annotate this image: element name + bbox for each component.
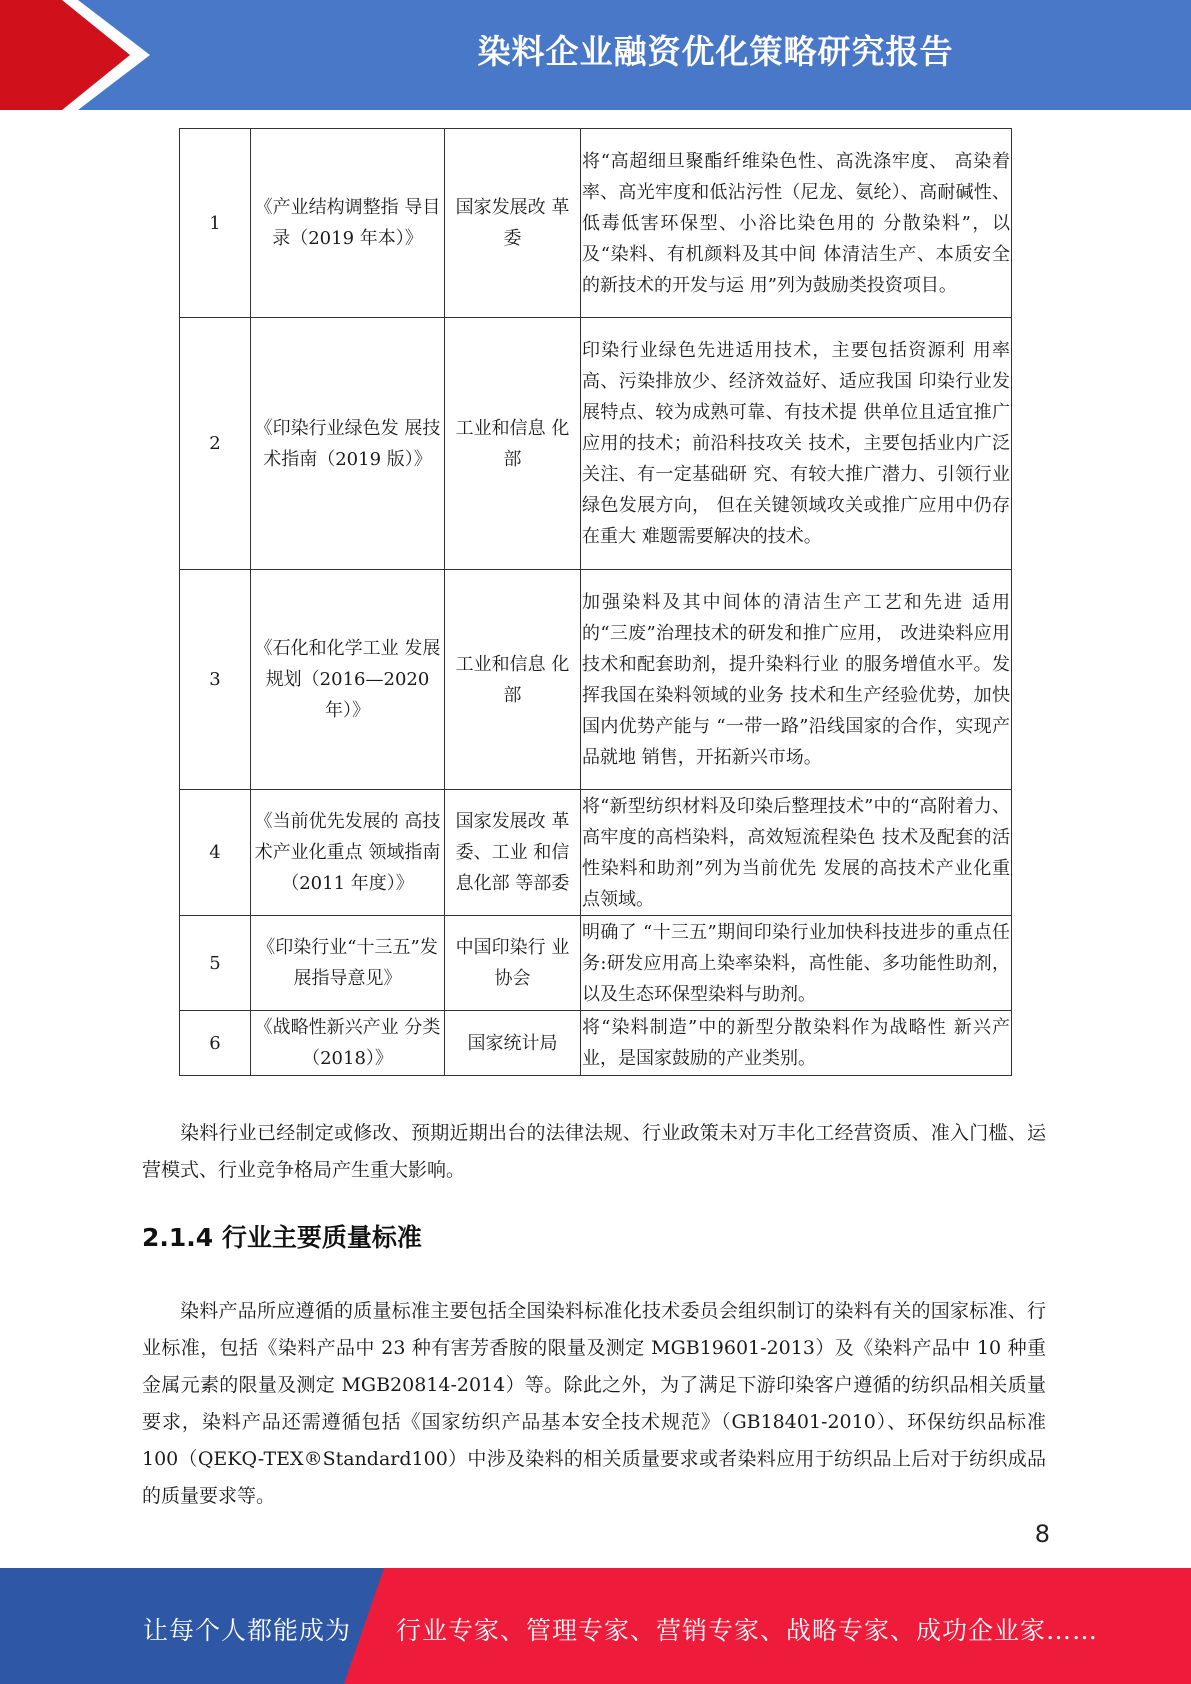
policy-name: 《当前优先发展的 高技术产业化重点 领域指南（2011 年度）》 (251, 790, 445, 916)
issuing-department: 国家发展改 革委 (445, 129, 581, 318)
row-number: 1 (180, 129, 251, 318)
row-number: 5 (180, 916, 251, 1011)
table-row (180, 318, 1012, 570)
policy-content: 印染行业绿色先进适用技术，主要包括资源利 用率高、污染排放少、经济效益好、适应我国 印染行业发展特点、较为成熟可靠、有技术提 供单位且适宜推广应用的技术；前沿科技攻关 技术，主要包括业内广泛关注、有一定基础研 究、有较大推广潜力、引领行业绿色发展方向， 但在关键领域攻关或推广应用中仍存在重大 难题需要解决的技术。 (581, 318, 1012, 570)
footer-slogan-left: 让每个人都能成为 (143, 1616, 352, 1645)
body-paragraph: 染料行业已经制定或修改、预期近期出台的法律法规、行业政策未对万丰化工经营资质、准入门槛、运营模式、行业竞争格局产生重大影响。 (142, 1122, 1046, 1181)
row-number: 3 (180, 570, 251, 790)
policy-content: 将“高超细旦聚酯纤维染色性、高洗涤牢度、 高染着率、高光牢度和低沾污性（尼龙、氨纶）、高耐碱性、低毒低害环保型、小浴比染色用的 分散染料”，以及“染料、有机颜料及其中间 体清洁生产、本质安全的新技术的开发与运 用”列为鼓励类投资项目。 (581, 129, 1012, 318)
policy-content: 将“染料制造”中的新型分散染料作为战略性 新兴产业，是国家鼓励的产业类别。 (581, 1011, 1012, 1076)
table-row (180, 129, 1012, 318)
issuing-department: 工业和信息 化部 (445, 570, 581, 790)
table-row (180, 916, 1012, 1011)
policy-content: 明确了 “十三五”期间印染行业加快科技进步的重点任务:研发应用高上染率染料，高性能、多功能性助剂，以及生态环保型染料与助剂。 (581, 916, 1012, 1011)
policy-name: 《印染行业绿色发 展技术指南（2019 版）》 (251, 318, 445, 570)
issuing-department: 中国印染行 业协会 (445, 916, 581, 1011)
policy-name: 《石化和化学工业 发展规划（2016—2020 年）》 (251, 570, 445, 790)
policy-name: 《产业结构调整指 导目录（2019 年本）》 (251, 129, 445, 318)
page-header (0, 0, 1191, 110)
row-number: 2 (180, 318, 251, 570)
row-number: 4 (180, 790, 251, 916)
issuing-department: 国家发展改 革委、工业 和信息化部 等部委 (445, 790, 581, 916)
policy-content: 将“新型纺织材料及印染后整理技术”中的“高附着力、高牢度的高档染料，高效短流程染色 技术及配套的活性染料和助剂”列为当前优先 发展的高技术产业化重点领域。 (581, 790, 1012, 916)
body-paragraph: 染料产品所应遵循的质量标准主要包括全国染料标准化技术委员会组织制订的染料有关的国家标准、行业标准，包括《染料产品中 23 种有害芳香胺的限量及测定 MGB19601-2013）及《染料产品中 10 种重金属元素的限量及测定 MGB20814-2014）等。除此之外，为了满足下游印染客户遵循的纺织品相关质量要求，染料产品还需遵循包括《国家纺织产品基本安全技术规范》（GB18401-2010）、环保纺织品标准 100（QEKQ-TEX®Standard100）中涉及染料的相关质量要求或者染料应用于纺织品上后对于纺织成品的质量要求等。 (142, 1300, 1046, 1507)
policy-name: 《印染行业“十三五”发展指导意见》 (251, 916, 445, 1011)
policy-content: 加强染料及其中间体的清洁生产工艺和先进 适用的“三废”治理技术的研发和推广应用， 改进染料应用技术和配套助剂，提升染料行业 的服务增值水平。发挥我国在染料领域的业务 技术和生产经验优势，加快国内优势产能与 “一带一路”沿线国家的合作，实现产品就地 销售，开拓新兴市场。 (581, 570, 1012, 790)
policy-table (179, 128, 1012, 1076)
report-title: 染料企业融资优化策略研究报告 (477, 32, 954, 71)
issuing-department: 工业和信息 化部 (445, 318, 581, 570)
footer-slogan-right: 行业专家、管理专家、营销专家、战略专家、成功企业家…… (396, 1616, 1099, 1645)
table-row (180, 570, 1012, 790)
page-footer (0, 1568, 1191, 1684)
page-number: 8 (1034, 1520, 1050, 1548)
issuing-department: 国家统计局 (445, 1011, 581, 1076)
policy-name: 《战略性新兴产业 分类（2018）》 (251, 1011, 445, 1076)
table-row (180, 1011, 1012, 1076)
row-number: 6 (180, 1011, 251, 1076)
table-row (180, 790, 1012, 916)
section-heading: 2.1.4 行业主要质量标准 (142, 1223, 422, 1252)
